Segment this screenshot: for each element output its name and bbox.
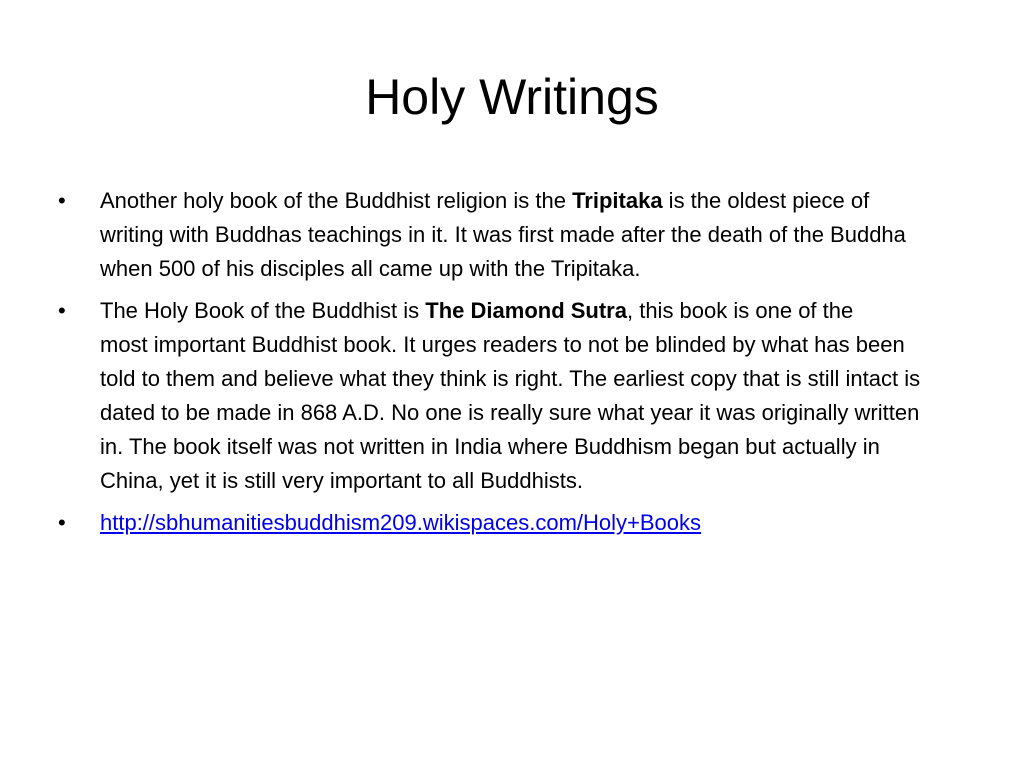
bullet-text bbox=[100, 184, 928, 286]
bullet-text-bold: Tripitaka bbox=[572, 188, 663, 213]
bullet-item-tripitaka bbox=[58, 184, 928, 286]
bullet-text-pre: The Holy Book of the Buddhist is bbox=[100, 298, 426, 323]
bullet-text-pre: Another holy book of the Buddhist religion is the bbox=[100, 188, 573, 213]
bullet-text-bold: The Diamond Sutra bbox=[425, 298, 627, 323]
bullet-text-post: is the oldest piece of writing with Buddhas teachings in it. It was first made after the death of the Buddha when 500 of his disciples all came up with the Tripitaka. bbox=[100, 188, 906, 281]
bullet-list bbox=[58, 184, 928, 548]
bullet-first-line bbox=[100, 294, 928, 328]
slide-title: Holy Writings bbox=[365, 69, 659, 125]
holy-books-link[interactable]: http://sbhumanitiesbuddhism209.wikispaces.com/Holy+Books bbox=[100, 510, 702, 535]
bullet-item-diamond-sutra bbox=[58, 294, 928, 498]
bullet-text bbox=[100, 294, 928, 498]
bullet-text-continuation: most important Buddhist book. It urges readers to not be blinded by what has been told to them and believe what they think is right. The earliest copy that is still intact is dated to be made in 868 A.D. No one is really sure what year it was originally written in. The book itself was not written in India where Buddhism began but actually in China, yet it is still very important to all Buddhists. bbox=[100, 332, 921, 493]
bullet-marker: • bbox=[58, 188, 66, 213]
bullet-marker: • bbox=[58, 298, 66, 323]
bullet-text-post: , this book is one of the bbox=[626, 298, 854, 323]
bullet-marker: • bbox=[58, 510, 66, 535]
bullet-item-link bbox=[58, 506, 928, 540]
